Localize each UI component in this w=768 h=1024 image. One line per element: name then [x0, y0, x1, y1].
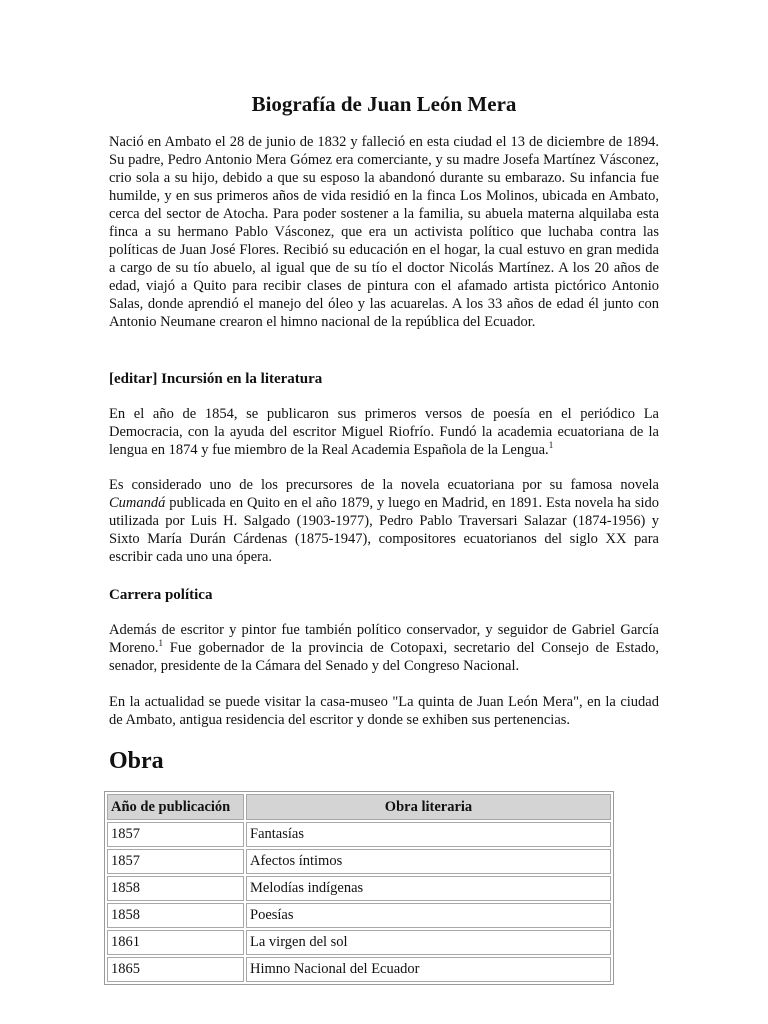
table-row [107, 957, 611, 982]
cell-work: Poesías [246, 903, 611, 928]
incursion-paragraph-2 [109, 476, 659, 566]
paragraph-text: Además de escritor y pintor fue también político conservador, y seguidor de Gabriel García Moreno. [109, 622, 659, 656]
table-row [107, 876, 611, 901]
table-header-row [107, 794, 611, 820]
section-heading-text: Incursión en la literatura [157, 371, 323, 387]
intro-paragraph: Nació en Ambato el 28 de junio de 1832 y falleció en esta ciudad el 13 de diciembre de 1894. Su padre, Pedro Antonio Mera Gómez era comerciante, y su madre Josefa Martínez Vásconez, crio sola a su hijo, debido a que su esposo la abandonó durante su embarazo. Su infancia fue humilde, y en sus primeros años de vida residió en la finca Los Molinos, ubicada en Ambato, cerca del sector de Atocha. Para poder sostener a la familia, su abuela materna alquilaba esta finca a su hermano Pablo Vásconez, que era un activista político que luchaba contra las políticas de Juan José Flores. Recibió su educación en el hogar, la cual estuvo en gran medida a cargo de su tío abuelo, al igual que de su tío el doctor Nicolás Martínez. A los 20 años de edad, viajó a Quito para recibir clases de pintura con el afamado artista pictórico Antonio Salas, donde aprendió el manejo del óleo y las acuarelas. A los 33 años de edad él junto con Antonio Neumane crearon el himno nacional de la república del Ecuador. [109, 134, 659, 330]
cell-year: 1857 [107, 849, 244, 874]
cell-work: La virgen del sol [246, 930, 611, 955]
carrera-paragraph-2: En la actualidad se puede visitar la casa-museo "La quinta de Juan León Mera", en la ciudad de Ambato, antigua residencia del escritor y donde se exhiben sus pertenencias. [109, 694, 659, 728]
edit-link[interactable]: [editar] [109, 371, 158, 387]
page-title: Biografía de Juan León Mera [251, 92, 517, 116]
works-table [104, 791, 614, 985]
table-row [107, 822, 611, 847]
cell-work: Afectos íntimos [246, 849, 611, 874]
table-row [107, 930, 611, 955]
table-row [107, 849, 611, 874]
cell-year: 1861 [107, 930, 244, 955]
incursion-paragraph-1 [109, 405, 659, 459]
footnote-ref[interactable]: 1 [158, 638, 164, 649]
cell-work: Himno Nacional del Ecuador [246, 957, 611, 982]
cell-year: 1865 [107, 957, 244, 982]
cell-work: Melodías indígenas [246, 876, 611, 901]
cell-year: 1858 [107, 876, 244, 901]
cell-year: 1858 [107, 903, 244, 928]
section-heading-incursion [109, 369, 322, 389]
footnote-ref[interactable]: 1 [548, 440, 554, 451]
section-heading-obra: Obra [109, 748, 164, 774]
table-row [107, 903, 611, 928]
cell-year: 1857 [107, 822, 244, 847]
paragraph-text: En el año de 1854, se publicaron sus primeros versos de poesía en el periódico La Democracia, con la ayuda del escritor Miguel Riofrío. Fundó la academia ecuatoriana de la lengua en 1874 y fue miembro de la Real Academia Española de la Lengua. [109, 406, 659, 458]
paragraph-text: Es considerado uno de los precursores de la novela ecuatoriana por su famosa novela [109, 477, 659, 493]
paragraph-text: Fue gobernador de la provincia de Cotopaxi, secretario del Consejo de Estado, senador, presidente de la Cámara del Senado y del Congreso Nacional. [109, 640, 659, 674]
carrera-paragraph-1 [109, 621, 659, 675]
column-header-year: Año de publicación [107, 794, 244, 820]
column-header-work: Obra literaria [246, 794, 611, 820]
novel-title: Cumandá [109, 495, 166, 511]
section-heading-carrera: Carrera política [109, 587, 213, 603]
paragraph-text: publicada en Quito en el año 1879, y luego en Madrid, en 1891. Esta novela ha sido utilizada por Luis H. Salgado (1903-1977), Pedro Pablo Traversari Salazar (1874-1956) y Sixto María Durán Cárdenas (1875-1947), compositores ecuatorianos del siglo XX para escribir cada uno una ópera. [109, 495, 659, 565]
cell-work: Fantasías [246, 822, 611, 847]
